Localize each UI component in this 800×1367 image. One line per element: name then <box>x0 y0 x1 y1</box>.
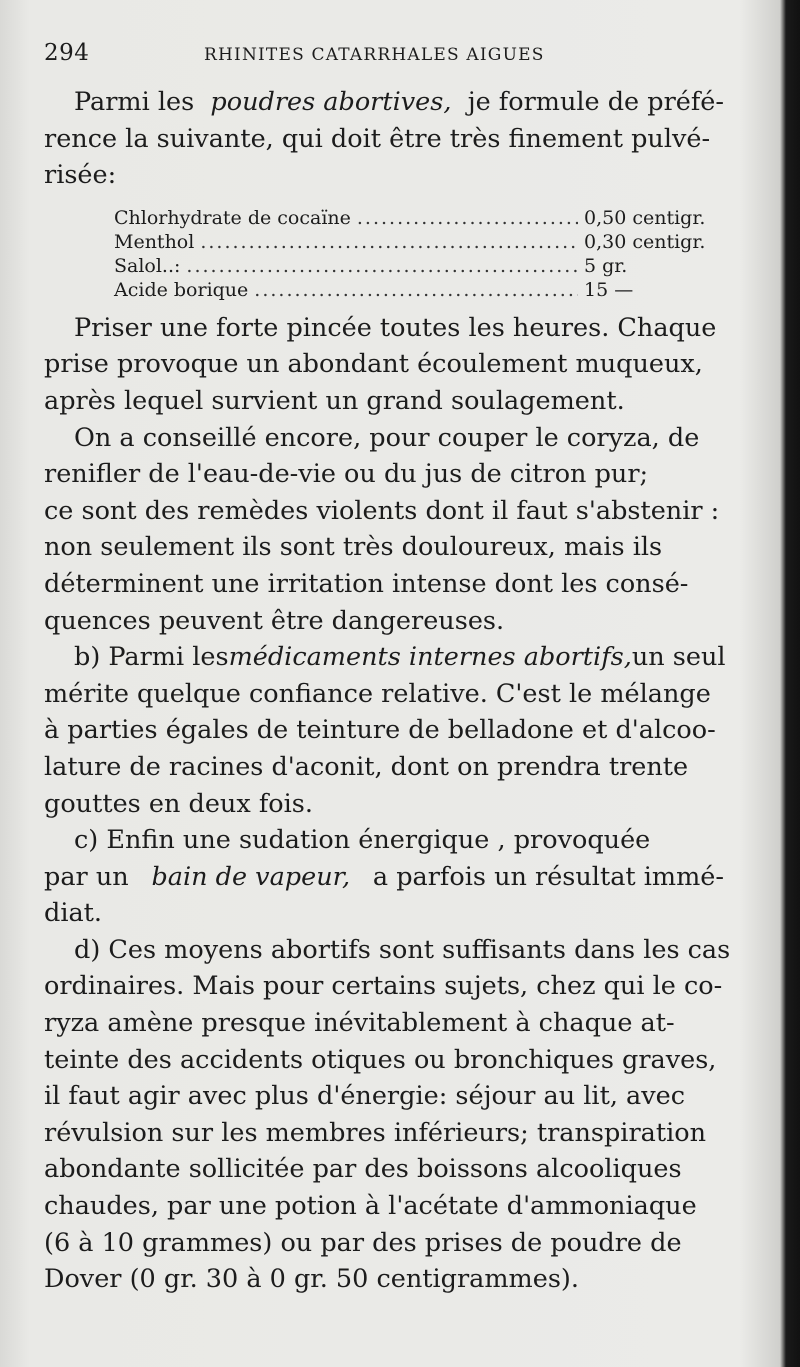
ingredient-name: Menthol <box>114 230 195 253</box>
text-line: quences peuvent être dangereuses. <box>44 605 505 636</box>
page-header <box>44 40 734 76</box>
text-line: ryza amène presque inévitablement à chaque at- <box>44 1008 675 1039</box>
text-line: prise provoque un abondant écoulement muqueux, <box>44 349 703 380</box>
text-line: risée: <box>44 160 117 191</box>
text-line: Parmi les poudres abortives, je formule de préfé- <box>44 84 724 121</box>
text-line: b) Parmi les médicaments internes abortifs, un seul <box>44 639 724 676</box>
text-line: mérite quelque confiance relative. C'est le mélange <box>44 678 711 709</box>
text-line: chaudes, par une potion à l'acétate d'ammoniaque <box>44 1191 697 1222</box>
ingredient-quantity: 15 — <box>584 278 634 301</box>
text-line: On a conseillé encore, pour couper le coryza, de <box>74 422 700 453</box>
text-line: c) Enfin une sudation énergique , provoquée <box>74 825 651 856</box>
text-line: d) Ces moyens abortifs sont suffisants dans les cas <box>74 934 731 965</box>
leader-dots <box>200 230 578 254</box>
formula-row <box>114 230 724 254</box>
ingredient-quantity: 0,50 centigr. <box>584 206 706 229</box>
running-title: RHINITES CATARRHALES AIGUES <box>204 45 545 65</box>
ingredient-name: Chlorhydrate de cocaïne <box>114 206 351 229</box>
text-line: rence la suivante, qui doit être très finement pulvé- <box>44 123 711 154</box>
italic-term: bain de vapeur, <box>151 861 351 892</box>
ingredient-name: Salol..: <box>114 254 181 277</box>
text-line: il faut agir avec plus d'énergie: séjour au lit, avec <box>44 1081 686 1112</box>
text-line: à parties égales de teinture de belladone et d'alcoo- <box>44 715 716 746</box>
ingredient-quantity: 0,30 centigr. <box>584 230 706 253</box>
text-line: teinte des accidents otiques ou bronchiques graves, <box>44 1044 717 1075</box>
body-text <box>44 84 731 1298</box>
text-line: après lequel survient un grand soulagement. <box>44 385 625 416</box>
text-line: ordinaires. Mais pour certains sujets, chez qui le co- <box>44 971 723 1002</box>
text-line: par un bain de vapeur, a parfois un résultat immé- <box>44 859 724 896</box>
text-line: diat. <box>44 898 103 929</box>
ingredient-quantity: 5 gr. <box>584 254 628 277</box>
text-line: renifler de l'eau-de-vie ou du jus de citron pur; <box>44 459 649 490</box>
formula-row <box>114 254 724 278</box>
leader-dots <box>357 206 578 230</box>
italic-term: médicaments internes abortifs, <box>228 642 632 673</box>
formula-row <box>114 206 724 230</box>
text-line: non seulement ils sont très douloureux, mais ils <box>44 532 663 563</box>
text-line: abondante sollicitée par des boissons alcooliques <box>44 1154 682 1185</box>
italic-term: poudres abortives, <box>210 87 452 117</box>
text-line: lature de racines d'aconit, dont on prendra trente <box>44 751 689 782</box>
page-number: 294 <box>44 40 90 66</box>
leader-dots <box>186 254 578 278</box>
text-line: Dover (0 gr. 30 à 0 gr. 50 centigrammes). <box>44 1264 579 1295</box>
ingredient-name: Acide borique <box>114 278 249 301</box>
text-line: révulsion sur les membres inférieurs; transpiration <box>44 1117 707 1148</box>
text-line: ce sont des remèdes violents dont il faut s'abstenir : <box>44 495 720 526</box>
text-line: (6 à 10 grammes) ou par des prises de poudre de <box>44 1227 682 1258</box>
text-line: déterminent une irritation intense dont les consé- <box>44 568 689 599</box>
formula-row <box>114 278 724 302</box>
text-line: gouttes en deux fois. <box>44 788 313 819</box>
prescription-formula <box>44 206 724 302</box>
leader-dots <box>254 278 578 302</box>
text-line: Priser une forte pincée toutes les heures. Chaque <box>74 312 717 343</box>
